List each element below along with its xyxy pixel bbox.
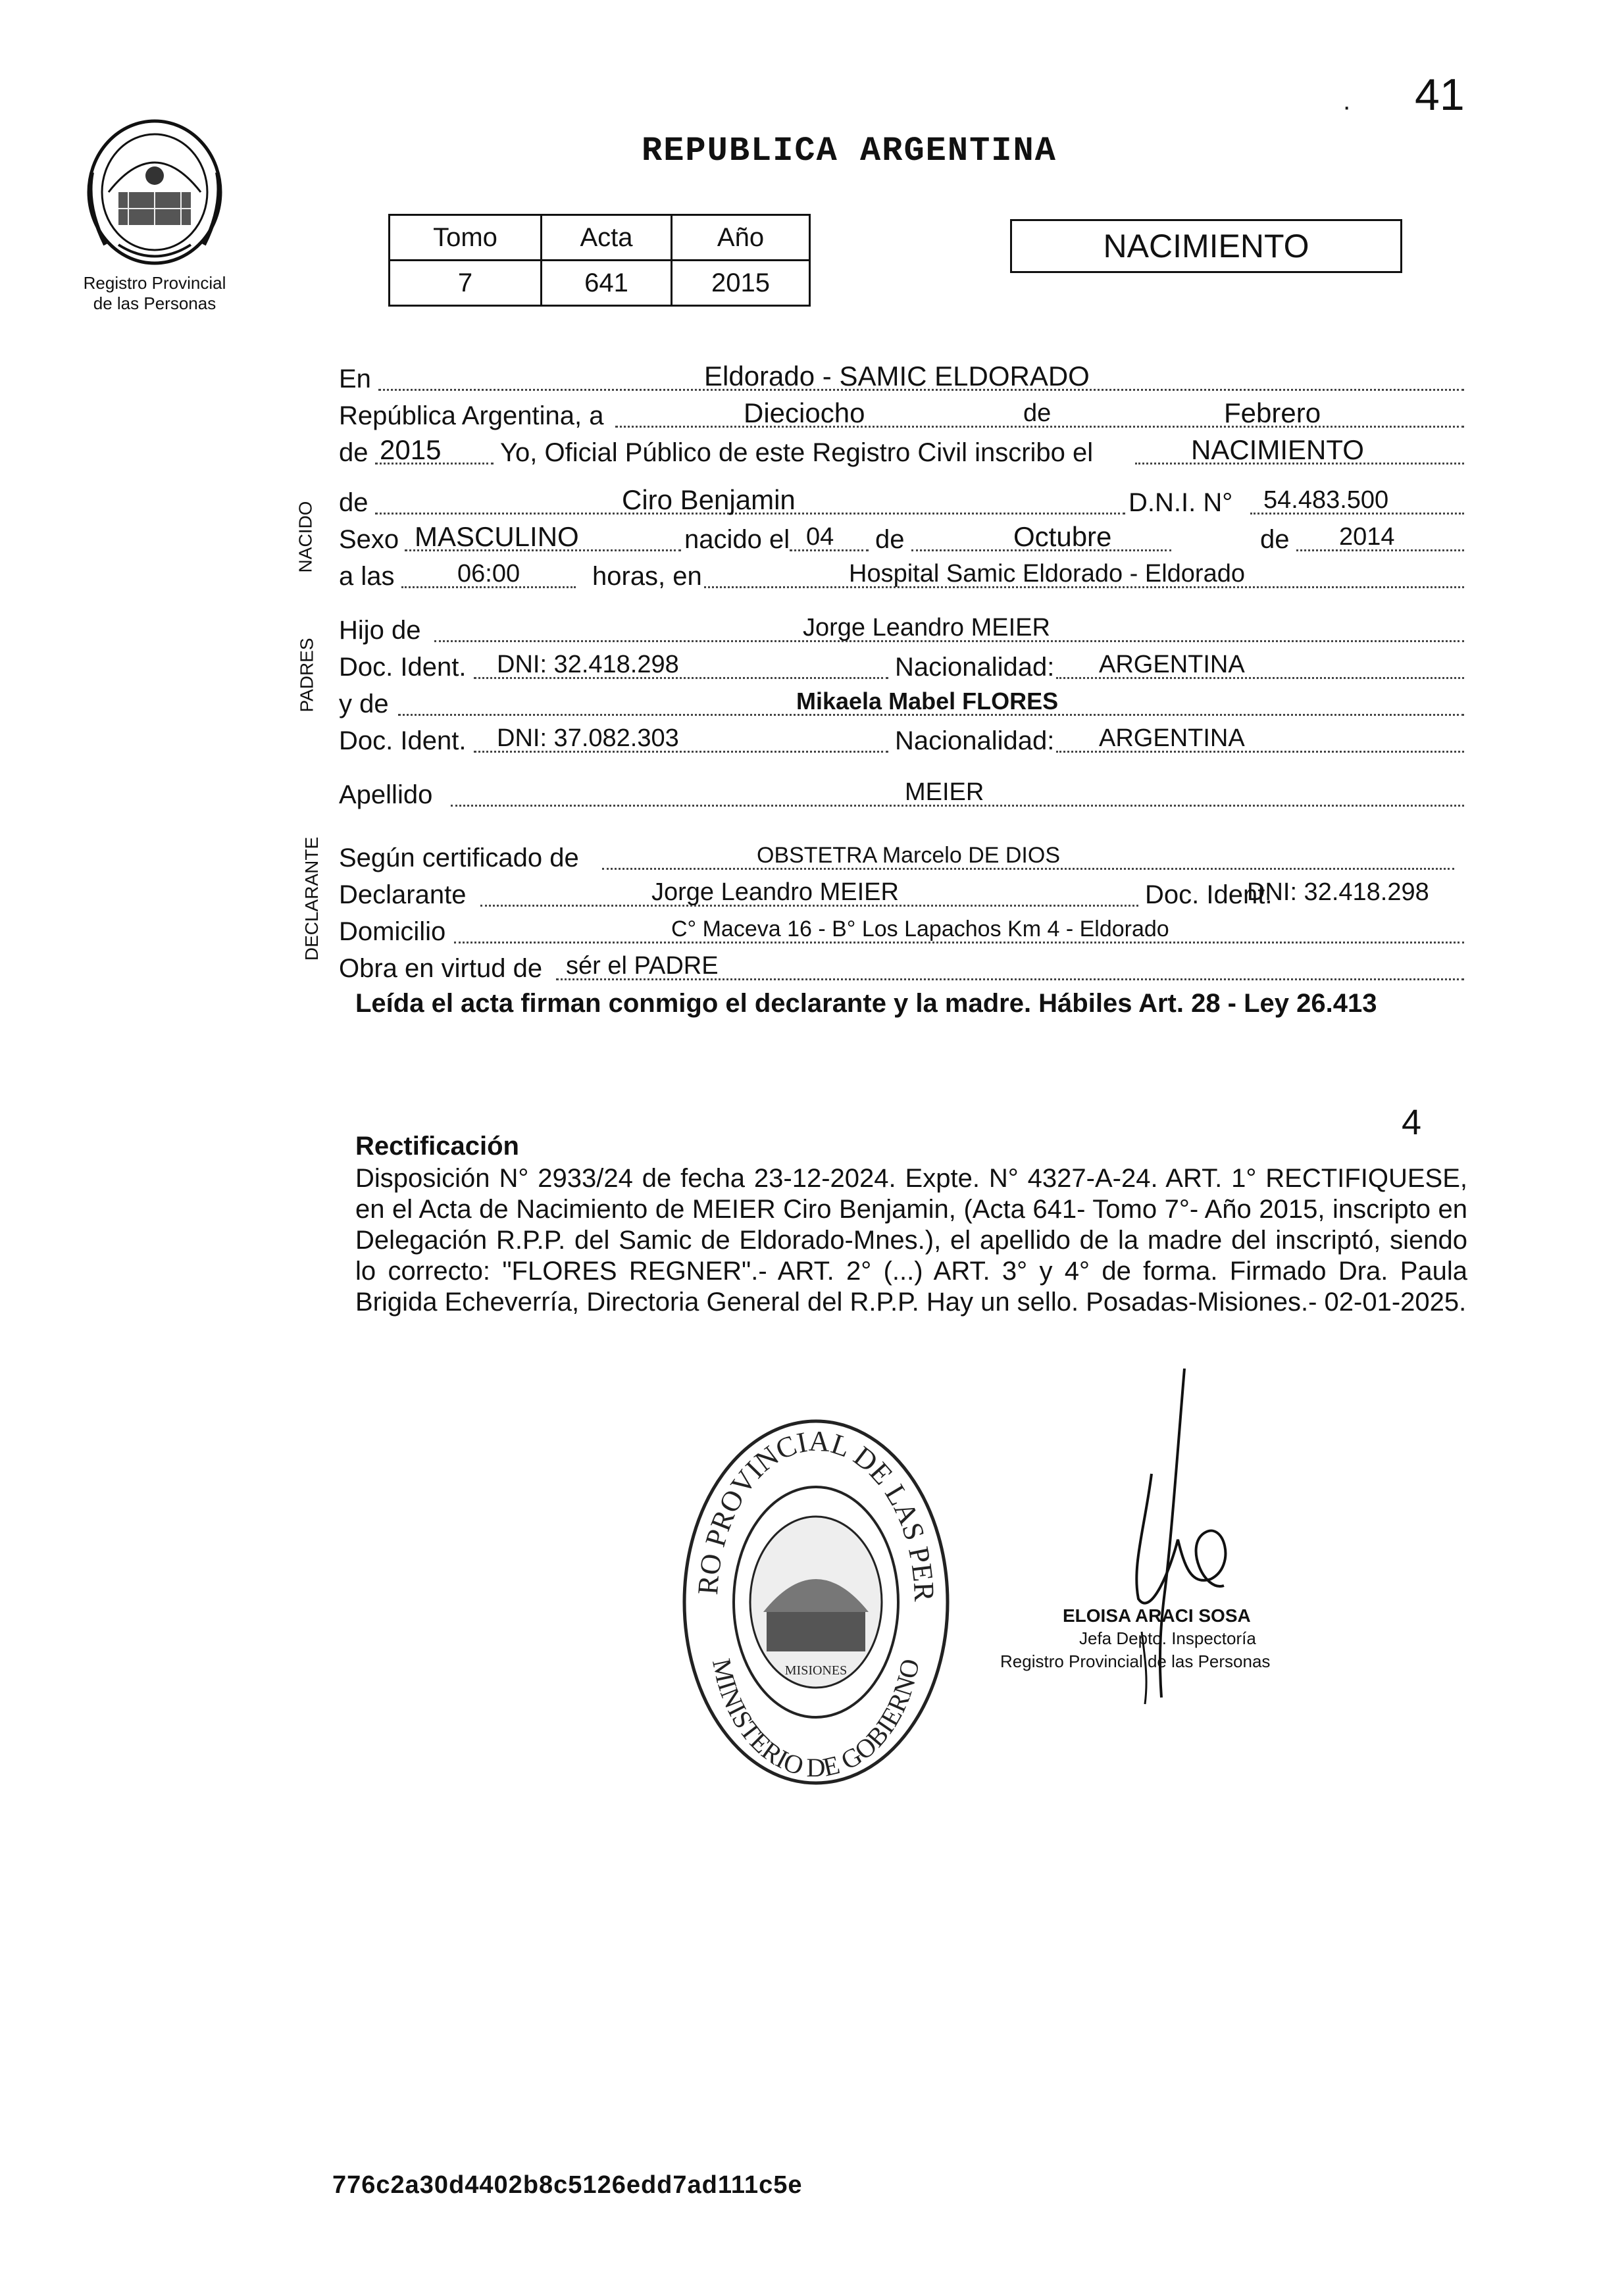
father-doc-label: Doc. Ident.: [339, 653, 467, 682]
dni-value: 54.483.500: [1263, 486, 1389, 514]
domicilio-label: Domicilio: [339, 917, 446, 946]
form-line-declarante: [339, 876, 1464, 913]
form-line-hijo: [339, 612, 1464, 649]
apellido-label: Apellido: [339, 780, 433, 809]
hijo-label: Hijo de: [339, 616, 421, 645]
certificate-value: OBSTETRA Marcelo DE DIOS: [757, 843, 1060, 868]
mother-doc-label: Doc. Ident.: [339, 726, 467, 755]
father-nationality-value: ARGENTINA: [1099, 651, 1245, 678]
obra-label: Obra en virtud de: [339, 954, 543, 983]
tomo-value-row: [390, 261, 810, 306]
obra-value: sér el PADRE: [566, 952, 719, 980]
tomo-value: 7: [390, 261, 542, 306]
mother-nationality-label: Nacionalidad:: [895, 726, 1055, 755]
declarante-doc-value: DNI: 32.418.298: [1247, 878, 1429, 906]
birth-de-label: de: [875, 525, 905, 554]
form-line-obra: [339, 950, 1464, 987]
birth-year-value: 2014: [1339, 523, 1395, 551]
seal-inner-text: MISIONES: [784, 1663, 848, 1678]
name-de-label: de: [339, 488, 368, 517]
document-hash: 776c2a30d4402b8c5126edd7ad111c5e: [332, 2171, 803, 2199]
father-doc-value: DNI: 32.418.298: [497, 651, 679, 678]
registry-caption-line-1: Registro Provincial: [83, 273, 226, 293]
dni-label: D.N.I. N°: [1129, 488, 1233, 517]
rectificacion-body: Disposición N° 2933/24 de fecha 23-12-2024. Expte. N° 4327-A-24. ART. 1° RECTIFIQUESE, en el Acta de Nacimiento de MEIER Ciro Benjamin, (Acta 641- Tomo 7°- Año 2015, inscripto en Delegación R.P.P. del Samic de Eldorado-Mnes.), el apellido de la madre del inscriptó, siendo lo correcto: "FLORES REGNER".- ART. 2° (...) ART. 3° y 4° de forma. Firmado Dra. Paula Brigida Echeverría, Directoria General del R.P.P. Hay un sello. Posadas-Misiones.- 02-01-2025.: [355, 1164, 1467, 1317]
signatory-name: ELOISA ARACI SOSA: [1063, 1605, 1251, 1626]
nacido-el-label: nacido el: [684, 525, 790, 554]
apellido-value: MEIER: [905, 778, 984, 806]
acta-value: 641: [542, 261, 672, 306]
act-type-box: NACIMIENTO: [1010, 219, 1402, 273]
anio-value: 2015: [672, 261, 810, 306]
form-line-republica: [339, 397, 1464, 434]
declarante-label: Declarante: [339, 880, 467, 909]
alas-value: 06:00: [457, 560, 520, 588]
page-number: 41: [1415, 70, 1465, 120]
tomo-header: Tomo: [390, 215, 542, 261]
child-name-value: Ciro Benjamin: [622, 484, 796, 515]
rectificacion-title: Rectificación: [355, 1132, 519, 1161]
form-line-anio: [339, 434, 1464, 471]
tomo-header-row: [390, 215, 810, 261]
birth-de2-label: de: [1260, 525, 1290, 554]
section-label-nacido: NACIDO: [295, 501, 316, 573]
year-value: 2015: [380, 434, 442, 465]
horas-en-label: horas, en: [592, 562, 702, 591]
de-connector: de: [1023, 399, 1052, 427]
yde-label: y de: [339, 690, 389, 718]
signatory-organization: Registro Provincial de las Personas: [1000, 1651, 1271, 1671]
form-line-certificado: [339, 840, 1464, 876]
official-seal: [678, 1415, 954, 1790]
day-value: Dieciocho: [744, 397, 865, 428]
birth-place-value: Hospital Samic Eldorado - Eldorado: [849, 560, 1245, 588]
domicilio-value: C° Maceva 16 - B° Los Lapachos Km 4 - Eldorado: [671, 917, 1169, 942]
document-title: REPUBLICA ARGENTINA: [642, 132, 1057, 170]
section-label-declarante: DECLARANTE: [301, 836, 322, 961]
father-name-value: Jorge Leandro MEIER: [803, 614, 1050, 641]
yo-oficial-text: Yo, Oficial Público de este Registro Civil inscribo el: [500, 438, 1094, 467]
signatory-title: Jefa Depto. Inspectoría: [1079, 1628, 1256, 1648]
section-label-padres: PADRES: [296, 638, 317, 713]
registry-caption-line-2: de las Personas: [93, 293, 216, 313]
rectificacion-number: 4: [1402, 1103, 1422, 1142]
form-line-father-doc: [339, 649, 1464, 686]
registry-caption: [66, 273, 243, 314]
form-line-mother-doc: [339, 722, 1464, 759]
segun-label: Según certificado de: [339, 843, 579, 872]
form-line-sexo: [339, 521, 1464, 558]
tomo-acta-table: [388, 214, 811, 307]
registry-logo: [79, 113, 230, 271]
form-line-en: [339, 361, 1464, 397]
alas-label: a las: [339, 562, 395, 591]
month-value: Febrero: [1224, 397, 1321, 428]
anio-header: Año: [672, 215, 810, 261]
sexo-label: Sexo: [339, 525, 399, 554]
form-line-nombre: [339, 484, 1464, 521]
seal-bottom-text: MINISTERIO DE GOBIERNO: [706, 1656, 925, 1783]
seal-top-text: RO PROVINCIAL DE LAS PER: [691, 1424, 941, 1603]
birth-month-value: Octubre: [1013, 521, 1112, 552]
father-nationality-label: Nacionalidad:: [895, 653, 1055, 682]
form-line-apellido: [339, 776, 1464, 813]
form-line-hora: [339, 558, 1464, 595]
birth-day-value: 04: [806, 523, 834, 551]
page-dot: ·: [1342, 92, 1352, 121]
en-label: En: [339, 365, 371, 393]
year-de-label: de: [339, 438, 368, 467]
sexo-value: MASCULINO: [415, 521, 579, 552]
acta-header: Acta: [542, 215, 672, 261]
republica-label: República Argentina, a: [339, 401, 604, 430]
declarante-doc-label: Doc. Ident.: [1145, 880, 1273, 909]
mother-name-value: Mikaela Mabel FLORES: [796, 688, 1059, 715]
inscribo-value: NACIMIENTO: [1191, 434, 1364, 465]
mother-doc-value: DNI: 37.082.303: [497, 724, 679, 752]
declarante-name-value: Jorge Leandro MEIER: [651, 878, 899, 906]
form-line-madre: [339, 686, 1464, 722]
mother-nationality-value: ARGENTINA: [1099, 724, 1245, 752]
form-line-domicilio: [339, 913, 1464, 950]
closing-statement: Leída el acta firman conmigo el declarante y la madre. Hábiles Art. 28 - Ley 26.413: [355, 989, 1377, 1018]
en-value: Eldorado - SAMIC ELDORADO: [704, 361, 1090, 391]
